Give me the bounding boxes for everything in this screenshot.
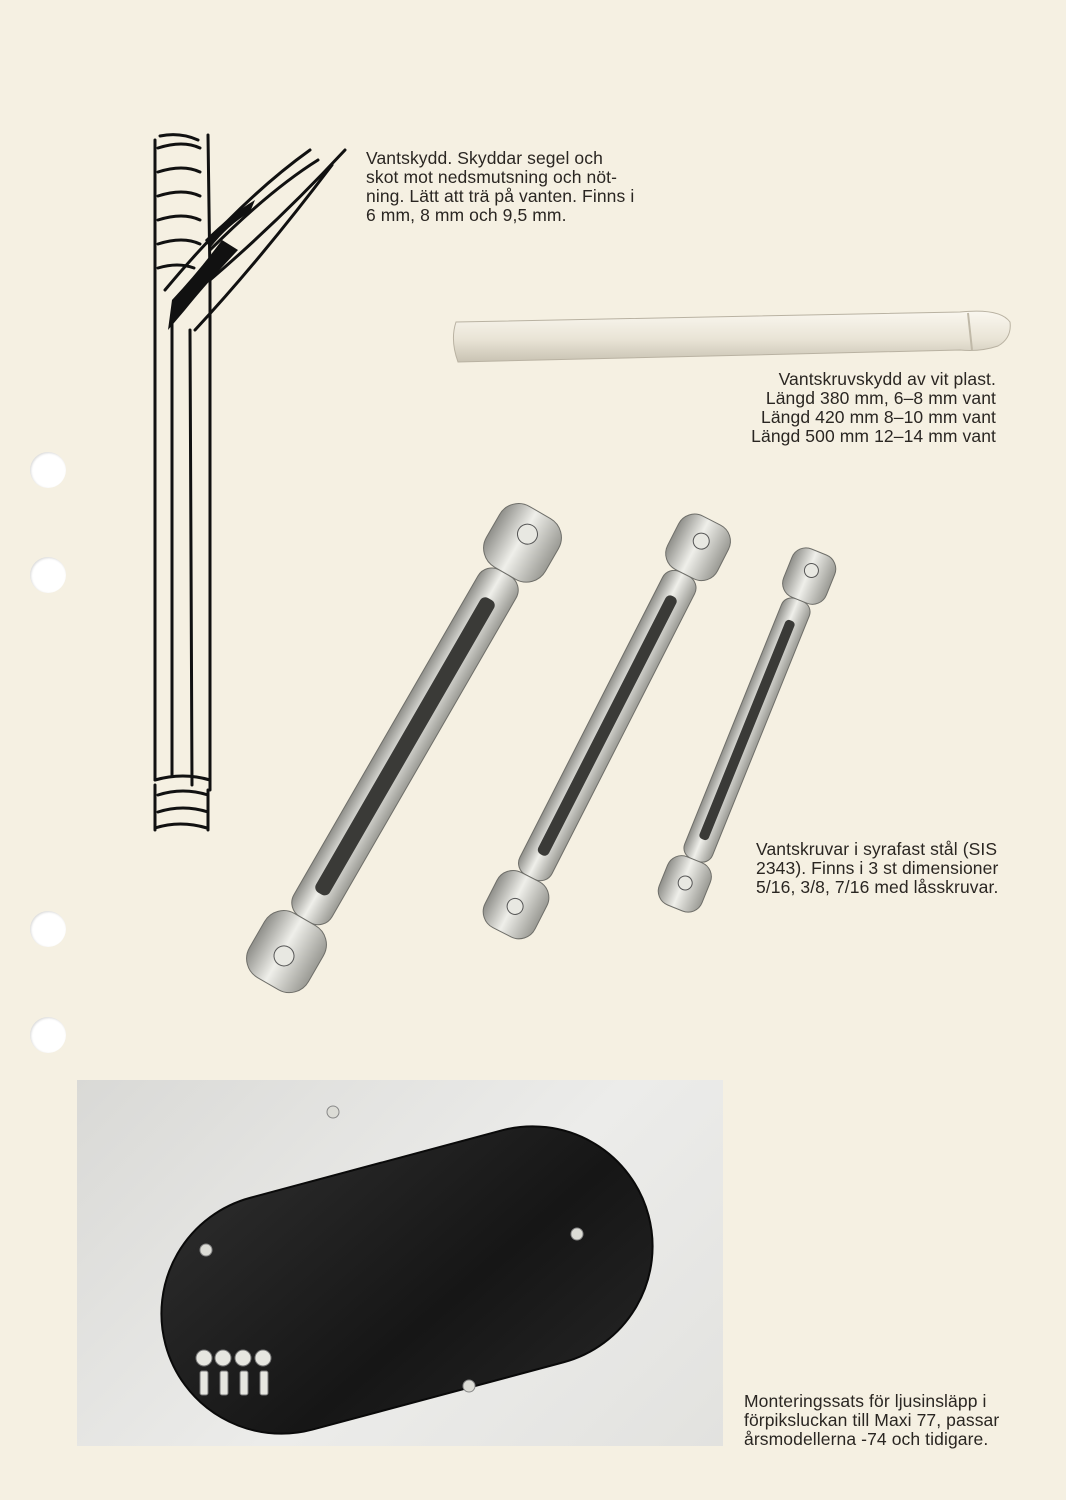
mounting-kit-caption-line-1: Monteringssats för ljusinsläpp i bbox=[744, 1391, 987, 1411]
mounting-kit-caption-line-2: förpiksluckan till Maxi 77, passar bbox=[744, 1410, 1000, 1430]
turnbuckle-cover-caption-line-2: Längd 380 mm, 6–8 mm vant bbox=[765, 388, 996, 408]
shroud-cover-caption-line-2: skot mot nedsmutsning och nöt- bbox=[366, 167, 618, 187]
turnbuckles-caption-line-1: Vantskruvar i syrafast stål (SIS bbox=[756, 839, 998, 859]
shroud-cover-caption-line-4: 6 mm, 8 mm och 9,5 mm. bbox=[366, 205, 567, 225]
mounting-kit-photo bbox=[77, 1080, 723, 1446]
turnbuckle-cover-caption-line-4: Längd 500 mm 12–14 mm vant bbox=[751, 426, 996, 446]
mounting-kit-caption bbox=[744, 1392, 1034, 1449]
turnbuckles-caption-line-3: 5/16, 3/8, 7/16 med låsskruvar. bbox=[756, 877, 999, 897]
turnbuckles-caption bbox=[756, 840, 1016, 897]
shroud-cover-caption-line-3: ning. Lätt att trä på vanten. Finns i bbox=[366, 186, 635, 206]
shroud-cover-caption-line-1: Vantskydd. Skyddar segel och bbox=[366, 148, 603, 168]
turnbuckle-cover-caption-line-3: Längd 420 mm 8–10 mm vant bbox=[761, 407, 996, 427]
mounting-kit-caption-line-3: årsmodellerna -74 och tidigare. bbox=[744, 1429, 989, 1449]
mounting-kit-plate bbox=[77, 1080, 723, 1446]
turnbuckle-cover-caption-line-1: Vantskruvskydd av vit plast. bbox=[778, 369, 996, 389]
turnbuckles-caption-line-2: 2343). Finns i 3 st dimensioner bbox=[756, 858, 999, 878]
